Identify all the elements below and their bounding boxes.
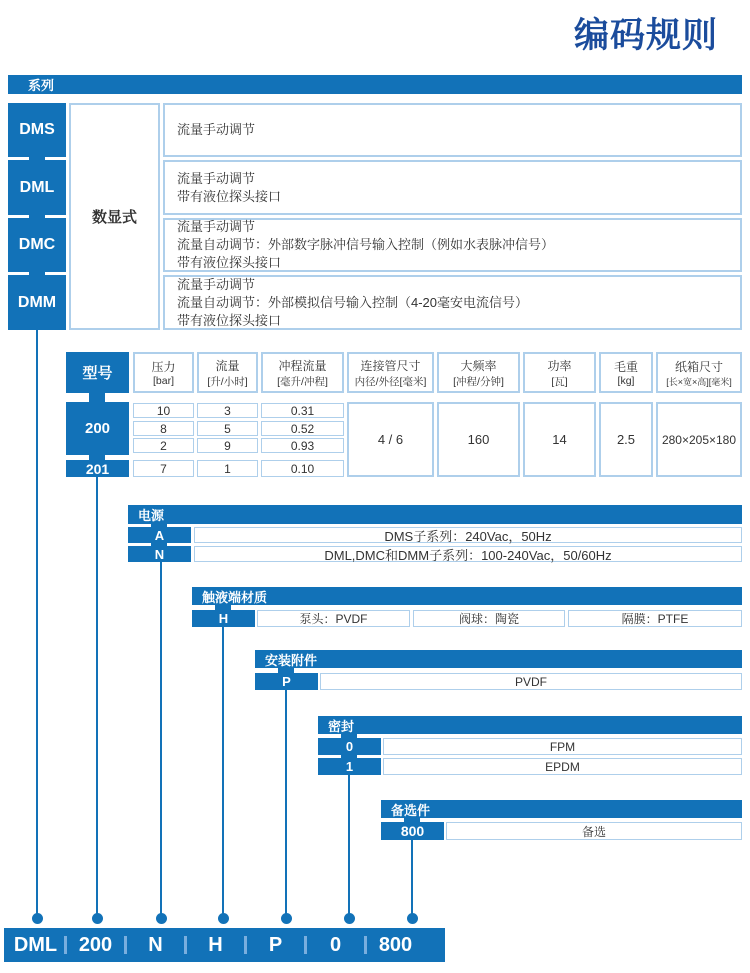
code-segment-options: 800 xyxy=(378,933,413,956)
page-title: 编码规则 xyxy=(573,16,718,55)
series-section-header: 系列 xyxy=(8,75,742,94)
connector-line-options xyxy=(411,840,413,916)
material-value-valve-ball: 阀球：陶瓷 xyxy=(413,610,565,627)
code-segment-power: N xyxy=(148,933,163,956)
connector-dot xyxy=(407,913,418,924)
connector-line-power xyxy=(160,562,162,916)
desc-line: 流量手动调节 xyxy=(177,219,256,234)
cell-201-stroke: 0.10 xyxy=(261,460,344,477)
connector-dot xyxy=(281,913,292,924)
cell-200-r1-stroke: 0.52 xyxy=(261,421,344,436)
desc-line: 流量手动调节 xyxy=(177,170,256,186)
cell-200-r2-flow: 9 xyxy=(197,438,258,453)
options-code-800: 800 xyxy=(381,822,444,840)
desc-line: 流量自动调节：外部数字脉冲信号输入控制（例如水表脉冲信号） xyxy=(177,237,555,252)
material-value-pump-head: 泵头：PVDF xyxy=(257,610,410,627)
col-header-flow: 流量 [升/小时] xyxy=(197,352,258,393)
connector-line-series xyxy=(36,330,38,916)
connector-line-material xyxy=(222,627,224,916)
cell-200-r1-pressure: 8 xyxy=(133,421,194,436)
desc-line: 带有液位探头接口 xyxy=(177,312,282,328)
col-header-carton-size: 纸箱尺寸 [长×宽×高][毫米] xyxy=(656,352,742,393)
code-segment-mounting: P xyxy=(268,933,283,956)
cell-shared-power: 14 xyxy=(523,402,596,477)
connector-dot xyxy=(32,913,43,924)
example-code-bar xyxy=(4,928,445,962)
code-segment-seal: 0 xyxy=(329,933,342,956)
code-segment-series: DML xyxy=(13,933,58,956)
cell-shared-weight: 2.5 xyxy=(599,402,653,477)
series-desc-dmc xyxy=(163,218,742,272)
power-code-n: N xyxy=(128,546,191,562)
desc-line: 带有液位探头接口 xyxy=(177,255,282,270)
material-value-diaphragm: 隔膜：PTFE xyxy=(568,610,742,627)
table-model-200: 200 xyxy=(66,402,129,455)
connector-dot xyxy=(218,913,229,924)
connector-line-model xyxy=(96,477,98,916)
seal-value-epdm: EPDM xyxy=(383,758,742,775)
material-section-header: 触液端材质 xyxy=(192,587,742,605)
mounting-section-header: 安装附件 xyxy=(255,650,742,668)
series-desc-dmm xyxy=(163,275,742,330)
code-segment-material: H xyxy=(208,933,223,956)
col-header-max-frequency: 大频率 [冲程/分钟] xyxy=(437,352,520,393)
connector-dot xyxy=(344,913,355,924)
cell-200-r1-flow: 5 xyxy=(197,421,258,436)
col-header-stroke-flow: 冲程流量 [毫升/冲程] xyxy=(261,352,344,393)
connector-line-mounting xyxy=(285,690,287,916)
mounting-code-p: P xyxy=(255,673,318,690)
series-code-dmc: DMC xyxy=(8,218,66,272)
connector-dot xyxy=(92,913,103,924)
seal-code-1: 1 xyxy=(318,758,381,775)
power-value-n: DML,DMC和DMM子系列：100-240Vac，50/60Hz xyxy=(194,546,742,562)
series-code-dml: DML xyxy=(8,160,66,215)
series-code-dmm: DMM xyxy=(8,275,66,330)
seal-section-header: 密封 xyxy=(318,716,742,734)
seal-code-0: 0 xyxy=(318,738,381,755)
col-header-power: 功率 [瓦] xyxy=(523,352,596,393)
series-code-dms: DMS xyxy=(8,103,66,157)
seal-value-fpm: FPM xyxy=(383,738,742,755)
power-section-header: 电源 xyxy=(128,505,742,524)
desc-line: 流量手动调节 xyxy=(177,122,256,137)
options-section-header: 备选件 xyxy=(381,800,742,818)
cell-201-flow: 1 xyxy=(197,460,258,477)
cell-200-r0-pressure: 10 xyxy=(133,403,194,418)
cell-shared-frequency: 160 xyxy=(437,402,520,477)
power-value-a: DMS子系列：240Vac，50Hz xyxy=(194,527,742,543)
material-code-h: H xyxy=(192,610,255,627)
options-value: 备选 xyxy=(446,822,742,840)
connector-notch xyxy=(89,393,105,402)
cell-200-r0-flow: 3 xyxy=(197,403,258,418)
desc-line: 流量手动调节 xyxy=(177,276,256,292)
cell-200-r2-stroke: 0.93 xyxy=(261,438,344,453)
power-code-a: A xyxy=(128,527,191,543)
cell-shared-pipe-size: 4 / 6 xyxy=(347,402,434,477)
mounting-value: PVDF xyxy=(320,673,742,690)
col-header-pipe-size: 连接管尺寸 内径/外径[毫米] xyxy=(347,352,434,393)
table-model-201: 201 xyxy=(66,460,129,477)
cell-201-pressure: 7 xyxy=(133,460,194,477)
desc-line: 流量自动调节：外部模拟信号输入控制（4-20毫安电流信号） xyxy=(177,294,529,310)
cell-200-r0-stroke: 0.31 xyxy=(261,403,344,418)
series-desc-dml xyxy=(163,160,742,215)
series-desc-dms xyxy=(163,103,742,157)
connector-dot xyxy=(156,913,167,924)
desc-line: 带有液位探头接口 xyxy=(177,188,282,204)
col-header-pressure: 压力 [bar] xyxy=(133,352,194,393)
display-type-box: 数显式 xyxy=(69,103,160,330)
connector-line-seal xyxy=(348,775,350,916)
cell-200-r2-pressure: 2 xyxy=(133,438,194,453)
table-model-header: 型号 xyxy=(66,352,129,393)
code-segment-model: 200 xyxy=(78,933,113,956)
cell-shared-carton: 280×205×180 xyxy=(656,402,742,477)
col-header-weight: 毛重 [kg] xyxy=(599,352,653,393)
